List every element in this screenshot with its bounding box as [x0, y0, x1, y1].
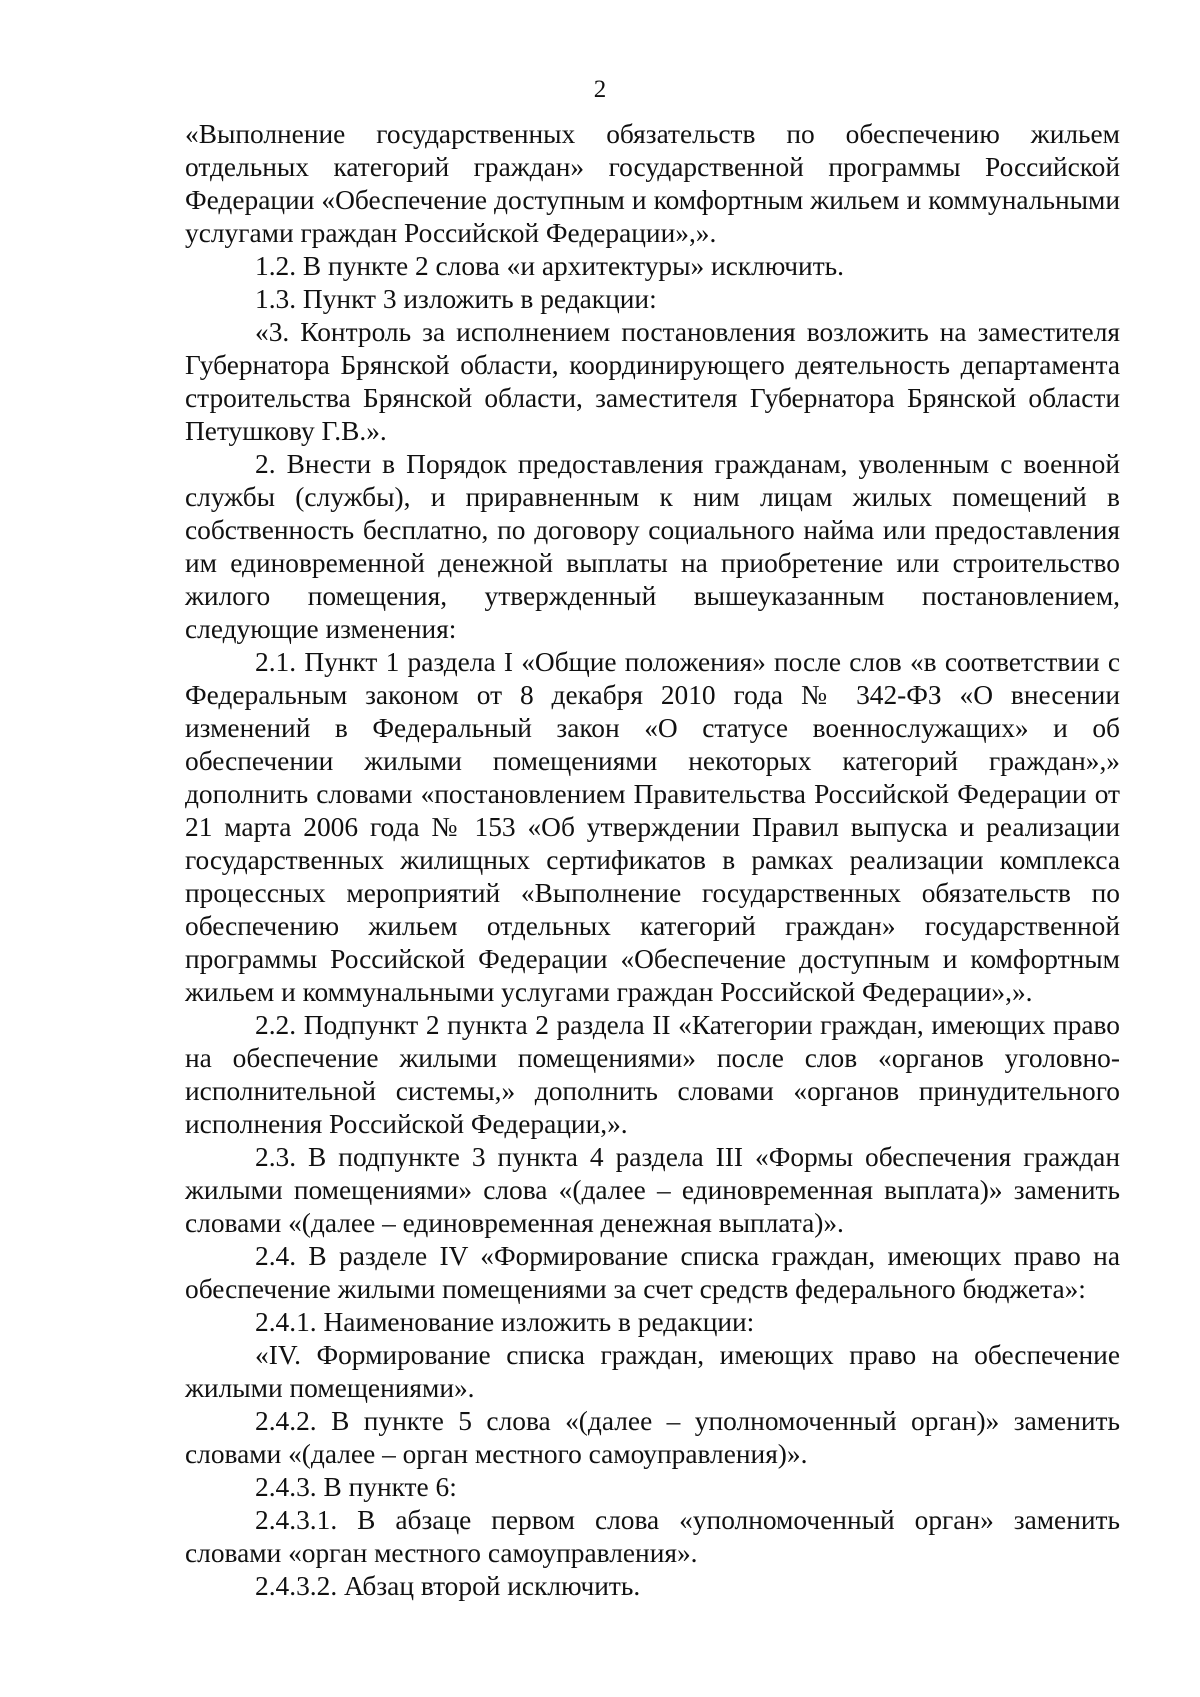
paragraph-2-4-1: 2.4.1. Наименование изложить в редакции:: [255, 1307, 755, 1337]
document-body: [185, 118, 1120, 1603]
paragraph-2-4: 2.4. В разделе IV «Формирование списка граждан, имеющих право на обеспечение жилыми помещениями за счет средств федерального бюджета»:: [185, 1241, 1120, 1304]
paragraph-2-4-3-1: 2.4.3.1. В абзаце первом слова «уполномоченный орган» заменить словами «орган местного самоуправления».: [185, 1505, 1120, 1568]
paragraph-2-4-2: 2.4.2. В пункте 5 слова «(далее – уполномоченный орган)» заменить словами «(далее – орган местного самоуправления)».: [185, 1406, 1120, 1469]
page-number: 2: [593, 76, 607, 103]
paragraph-2-4-3: 2.4.3. В пункте 6:: [255, 1472, 457, 1502]
paragraph-1-3-quote: «3. Контроль за исполнением постановления возложить на заместителя Губернатора Брянской области, координирующего деятельность департамента строительства Брянской области, заместителя Губернатора Брянской области Петушкову Г.В.».: [185, 317, 1120, 446]
paragraph-2: 2. Внести в Порядок предоставления гражданам, уволенным с военной службы (службы), и приравненным к ним лицам жилых помещений в собственность бесплатно, по договору социального найма или предоставления им единовременной денежной выплаты на приобретение или строительство жилого помещения, утвержденный вышеуказанным постановлением, следующие изменения:: [185, 449, 1120, 644]
paragraph-2-2: 2.2. Подпункт 2 пункта 2 раздела II «Категории граждан, имеющих право на обеспечение жилыми помещениями» после слов «органов уголовно-исполнительной системы,» дополнить словами «органов принудительного исполнения Российской Федерации,».: [185, 1010, 1120, 1139]
paragraph-2-4-3-2: 2.4.3.2. Абзац второй исключить.: [255, 1571, 641, 1601]
paragraph-2-3: 2.3. В подпункте 3 пункта 4 раздела III «Формы обеспечения граждан жилыми помещениями» слова «(далее – единовременная выплата)» заменить словами «(далее – единовременная денежная выплата)».: [185, 1142, 1120, 1238]
paragraph-2-1: 2.1. Пункт 1 раздела I «Общие положения» после слов «в соответствии с Федеральным законом от 8 декабря 2010 года № 342-ФЗ «О внесении изменений в Федеральный закон «О статусе военнослужащих» и об обеспечении жилыми помещениями некоторых категорий граждан»,» дополнить словами «постановлением Правительства Российской Федерации от 21 марта 2006 года № 153 «Об утверждении Правил выпуска и реализации государственных жилищных сертификатов в рамках реализации комплекса процессных мероприятий «Выполнение государственных обязательств по обеспечению жильем отдельных категорий граждан» государственной программы Российской Федерации «Обеспечение доступным и комфортным жильем и коммунальными услугами граждан Российской Федерации»,».: [185, 647, 1120, 1007]
paragraph-2-4-1-quote: «IV. Формирование списка граждан, имеющих право на обеспечение жилыми помещениями».: [185, 1340, 1120, 1403]
paragraph-continuation: «Выполнение государственных обязательств по обеспечению жильем отдельных категорий граждан» государственной программы Российской Федерации «Обеспечение доступным и комфортным жильем и коммунальными услугами граждан Российской Федерации»,».: [185, 119, 1120, 248]
paragraph-1-3: 1.3. Пункт 3 изложить в редакции:: [255, 284, 657, 314]
paragraph-1-2: 1.2. В пункте 2 слова «и архитектуры» исключить.: [255, 251, 845, 281]
